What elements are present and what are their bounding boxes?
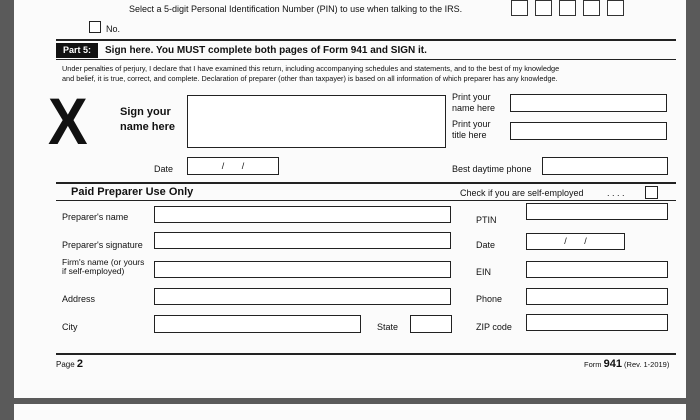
- pin-instruction: Select a 5-digit Personal Identification Number (PIN) to use when talking to the IRS.: [129, 4, 463, 14]
- date-label: Date: [154, 164, 174, 174]
- preparer-signature-label: Preparer's signature: [62, 240, 143, 250]
- print-title-input[interactable]: [510, 122, 667, 140]
- state-input[interactable]: [410, 315, 452, 333]
- firm-name-input[interactable]: [154, 261, 451, 278]
- declaration-line-1: Under penalties of perjury, I declare that I have examined this return, including accompanying schedules and statements, and to the best of my knowledge: [62, 64, 560, 73]
- part5-title: Sign here. You MUST complete both pages of Form 941 and SIGN it.: [105, 45, 427, 56]
- sign-label-line-2: name here: [120, 121, 176, 133]
- ein-input[interactable]: [526, 261, 668, 278]
- print-name-input[interactable]: [510, 94, 667, 112]
- form-page: [14, 0, 686, 398]
- signature-field[interactable]: [187, 95, 446, 148]
- ein-label: EIN: [476, 267, 492, 277]
- firm-name-label-1: Firm's name (or yours: [62, 257, 145, 267]
- next-page-edge: [14, 404, 686, 420]
- divider: [56, 353, 676, 355]
- pin-digit-5[interactable]: [607, 0, 624, 16]
- form-prefix: Form: [584, 360, 602, 369]
- preparer-phone-input[interactable]: [526, 288, 668, 305]
- preparer-name-input[interactable]: [154, 206, 451, 223]
- print-name-label-2: name here: [452, 103, 496, 113]
- preparer-date-input[interactable]: / /: [526, 233, 625, 250]
- preparer-signature-input[interactable]: [154, 232, 451, 249]
- preparer-date-label: Date: [476, 240, 496, 250]
- phone-label-preparer: Phone: [476, 294, 503, 304]
- self-employed-label: Check if you are self-employed: [460, 188, 584, 198]
- sign-label-line-1: Sign your: [120, 106, 171, 118]
- print-title-label-2: title here: [452, 130, 487, 140]
- preparer-name-label: Preparer's name: [62, 212, 129, 222]
- pin-digit-3[interactable]: [559, 0, 576, 16]
- self-employed-checkbox[interactable]: [645, 186, 658, 199]
- zip-label: ZIP code: [476, 322, 512, 332]
- pin-digit-4[interactable]: [583, 0, 600, 16]
- page-number: 2: [76, 358, 84, 370]
- part5-label: Part 5:: [56, 43, 98, 58]
- self-employed-dots: . . . .: [607, 188, 625, 198]
- print-name-label-1: Print your: [452, 92, 491, 102]
- form-revision: (Rev. 1-2019): [624, 360, 670, 369]
- page-footer-left: [56, 359, 83, 370]
- state-label: State: [377, 322, 399, 332]
- city-input[interactable]: [154, 315, 361, 333]
- pin-digit-2[interactable]: [535, 0, 552, 16]
- date-input[interactable]: / /: [187, 157, 279, 175]
- address-label: Address: [62, 294, 96, 304]
- phone-input[interactable]: [542, 157, 668, 175]
- pin-boxes: [511, 0, 631, 16]
- declaration-line-2: and belief, it is true, correct, and complete. Declaration of preparer (other than taxpayer) is based on all information of which preparer has any knowledge.: [62, 74, 558, 83]
- preparer-title: Paid Preparer Use Only: [71, 186, 194, 198]
- sign-x-mark: X: [48, 84, 88, 158]
- ptin-label: PTIN: [476, 215, 497, 225]
- pin-digit-1[interactable]: [511, 0, 528, 16]
- divider: [56, 182, 676, 184]
- page-footer-right: [584, 359, 669, 370]
- address-input[interactable]: [154, 288, 451, 305]
- phone-label: Best daytime phone: [452, 164, 532, 174]
- ptin-input[interactable]: [526, 203, 668, 220]
- firm-name-label-2: if self-employed): [62, 266, 125, 276]
- divider: [56, 200, 676, 201]
- divider: [56, 39, 676, 41]
- no-checkbox[interactable]: [89, 21, 101, 33]
- zip-input[interactable]: [526, 314, 668, 331]
- page-label: Page: [56, 360, 75, 369]
- city-label: City: [62, 322, 78, 332]
- no-label: No.: [106, 24, 121, 34]
- form-number: 941: [603, 358, 622, 370]
- divider: [56, 59, 676, 60]
- print-title-label-1: Print your: [452, 119, 491, 129]
